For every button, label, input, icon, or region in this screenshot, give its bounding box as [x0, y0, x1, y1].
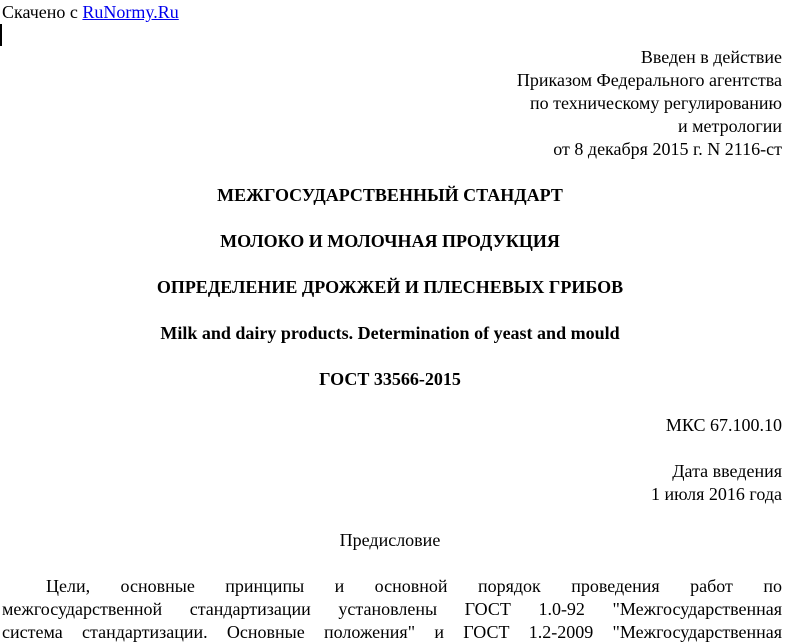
source-line	[2, 1, 179, 24]
paragraph-line: межгосударственной стандартизации установлены ГОСТ 1.0-92 "Межгосударственная	[2, 599, 782, 619]
text-cursor	[0, 24, 2, 46]
enacted-block	[517, 46, 782, 161]
effective-date: 1 июля 2016 года	[651, 484, 782, 504]
standard-type: МЕЖГОСУДАРСТВЕННЫЙ СТАНДАРТ	[217, 185, 563, 205]
enacted-line: от 8 декабря 2015 г. N 2116-ст	[553, 139, 782, 159]
enacted-line: по техническому регулированию	[529, 93, 782, 113]
source-prefix: Скачено с	[2, 2, 83, 22]
mks-code: МКС 67.100.10	[665, 415, 782, 435]
enacted-line: Введен в действие	[640, 47, 782, 67]
standard-code: ГОСТ 33566-2015	[319, 369, 461, 389]
source-link[interactable]: RuNormy.Ru	[82, 2, 179, 22]
effective-date-label: Дата введения	[672, 461, 782, 481]
paragraph-line: Цели, основные принципы и основной порядок проведения работ по	[46, 576, 782, 596]
standard-subject: МОЛОКО И МОЛОЧНАЯ ПРОДУКЦИЯ	[220, 231, 560, 251]
enacted-line: и метрологии	[678, 116, 782, 136]
paragraph-line: система стандартизации. Основные положения" и ГОСТ 1.2-2009 "Межгосударственная	[2, 622, 782, 642]
foreword-paragraph	[2, 575, 782, 644]
foreword-heading: Предисловие	[339, 530, 441, 550]
document-title-en: Milk and dairy products. Determination of yeast and mould	[160, 323, 620, 343]
enacted-line: Приказом Федерального агентства	[516, 70, 782, 90]
document-title: ОПРЕДЕЛЕНИЕ ДРОЖЖЕЙ И ПЛЕСНЕВЫХ ГРИБОВ	[156, 277, 624, 297]
